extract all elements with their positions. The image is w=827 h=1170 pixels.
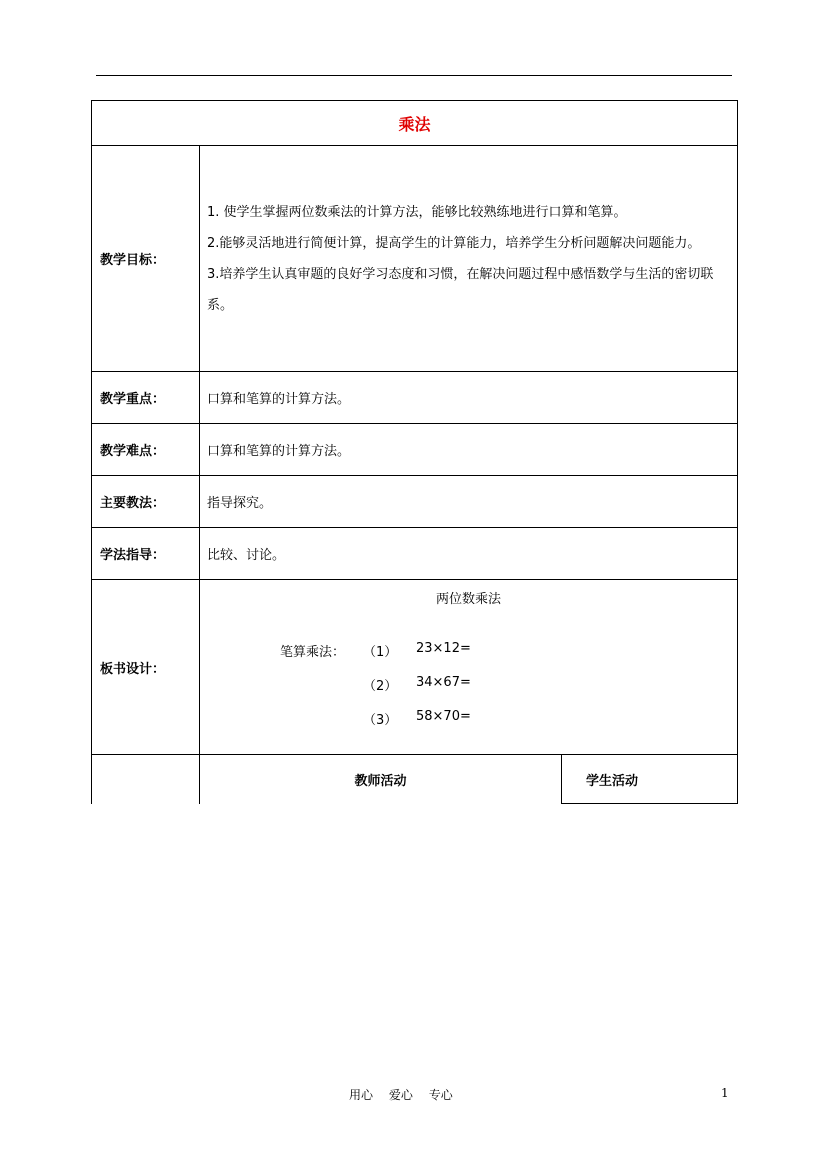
page-number: 1 <box>721 1086 729 1100</box>
footer-item: 专心 <box>428 1088 453 1102</box>
board-line <box>200 709 737 743</box>
key-point-value: 口算和笔算的计算方法。 <box>200 372 738 424</box>
goal-item: 1. 使学生掌握两位数乘法的计算方法，能够比较熟练地进行口算和笔算。 <box>207 204 627 220</box>
difficulty-value: 口算和笔算的计算方法。 <box>200 424 738 476</box>
lesson-plan-table <box>91 100 738 804</box>
goal-item: 2.能够灵活地进行简便计算，提高学生的计算能力，培养学生分析问题解决问题能力。 <box>207 235 701 251</box>
title-cell <box>92 101 738 146</box>
goals-content <box>200 146 738 372</box>
learning-guide-label: 学法指导： <box>92 528 200 580</box>
teacher-activity-header: 教师活动 <box>200 755 562 804</box>
board-expr: 34×67= <box>416 675 471 690</box>
key-point-label: 教学重点： <box>92 372 200 424</box>
board-line <box>200 675 737 709</box>
student-activity-header: 学生活动 <box>562 755 738 804</box>
board-expr: 23×12= <box>416 641 471 656</box>
board-title: 两位数乘法 <box>436 592 502 607</box>
goals-label: 教学目标： <box>92 146 200 372</box>
board-line <box>200 641 737 675</box>
board-num: （2） <box>363 679 398 694</box>
board-num: （3） <box>363 713 398 728</box>
board-expr: 58×70= <box>416 709 471 724</box>
learning-guide-value: 比较、讨论。 <box>200 528 738 580</box>
board-num: （1） <box>363 645 398 660</box>
goal-item: 3.培养学生认真审题的良好学习态度和习惯，在解决问题过程中感悟数学与生活的密切联系。 <box>207 266 714 313</box>
difficulty-label: 教学难点： <box>92 424 200 476</box>
activity-blank-cell <box>92 755 200 804</box>
teaching-method-label: 主要教法： <box>92 476 200 528</box>
board-label: 板书设计： <box>92 580 200 755</box>
footer-item: 用心 <box>349 1088 374 1102</box>
teaching-method-value: 指导探究。 <box>200 476 738 528</box>
board-content <box>200 580 738 755</box>
board-prefix: 笔算乘法： <box>280 645 346 660</box>
lesson-title: 乘法 <box>398 114 431 134</box>
footer-motto <box>349 1086 465 1103</box>
footer-item: 爱心 <box>388 1088 413 1102</box>
header-rule <box>96 75 732 76</box>
